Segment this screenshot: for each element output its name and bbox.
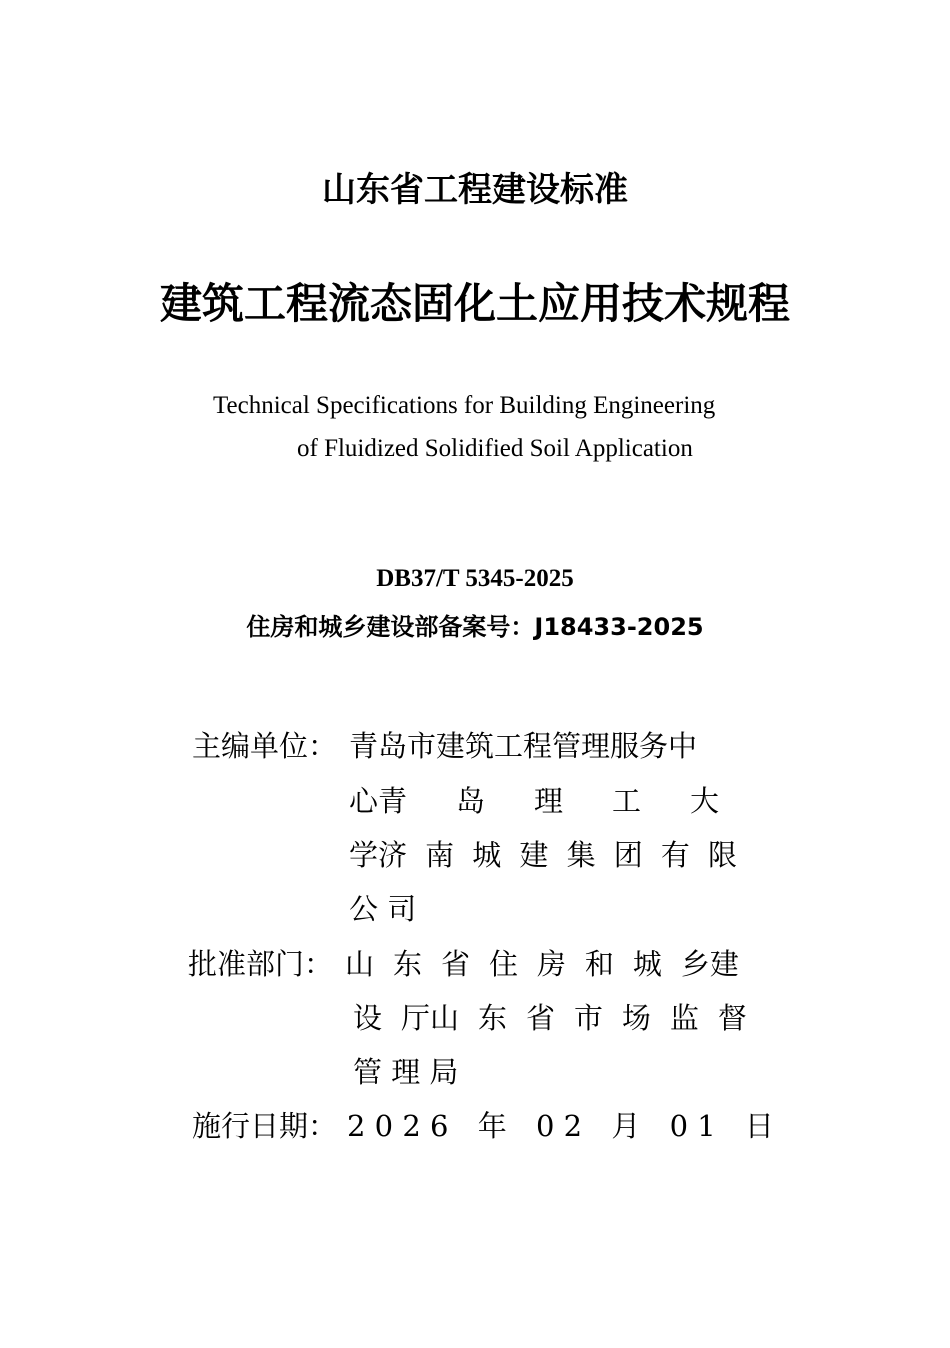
effective-month: 0 2 bbox=[535, 1109, 583, 1143]
approval-word: 省 bbox=[440, 947, 470, 981]
effective-date-label: 施行日期： bbox=[192, 1109, 338, 1143]
editor-line-4: 公 司 bbox=[349, 892, 417, 926]
effective-month-unit: 月 bbox=[611, 1109, 641, 1143]
series-title: 山东省工程建设标准 bbox=[322, 170, 628, 210]
editor-line-3 bbox=[349, 836, 737, 874]
effective-day: 0 1 bbox=[669, 1109, 716, 1143]
approval-word: 房 bbox=[536, 947, 566, 981]
approval-line-2 bbox=[353, 999, 747, 1037]
editor-line-2 bbox=[349, 782, 719, 820]
editor-word: 建 bbox=[519, 838, 549, 872]
approval-word: 省 bbox=[525, 1001, 555, 1035]
editor-word: 岛 bbox=[455, 784, 485, 818]
approval-word: 厅山 bbox=[400, 1001, 459, 1035]
editor-word: 南 bbox=[425, 838, 455, 872]
approval-label: 批准部门： bbox=[188, 947, 334, 981]
editor-word: 限 bbox=[707, 838, 737, 872]
approval-word: 住 bbox=[488, 947, 518, 981]
editor-word: 学济 bbox=[349, 838, 408, 872]
editor-word: 心青 bbox=[349, 784, 408, 818]
english-title-line-1: Technical Specifications for Building Engineering bbox=[213, 392, 716, 419]
approval-line-1 bbox=[345, 945, 739, 983]
editor-word: 团 bbox=[613, 838, 643, 872]
editor-word: 理 bbox=[533, 784, 563, 818]
approval-word: 设 bbox=[353, 1001, 383, 1035]
effective-year-unit: 年 bbox=[477, 1109, 507, 1143]
approval-word: 东 bbox=[477, 1001, 507, 1035]
approval-line-3: 管 理 局 bbox=[353, 1055, 459, 1089]
main-title: 建筑工程流态固化土应用技术规程 bbox=[159, 279, 790, 328]
editor-line-1: 青岛市建筑工程管理服务中 bbox=[349, 729, 698, 763]
effective-date bbox=[347, 1107, 774, 1145]
approval-word: 和 bbox=[584, 947, 614, 981]
approval-word: 监 bbox=[669, 1001, 699, 1035]
editor-word: 有 bbox=[660, 838, 690, 872]
effective-day-unit: 日 bbox=[744, 1109, 774, 1143]
approval-word: 督 bbox=[717, 1001, 747, 1035]
editor-word: 城 bbox=[472, 838, 502, 872]
approval-word: 城 bbox=[632, 947, 662, 981]
english-title-line-2: of Fluidized Solidified Soil Application bbox=[297, 435, 693, 462]
approval-word: 山 bbox=[345, 947, 375, 981]
approval-word: 场 bbox=[621, 1001, 651, 1035]
editor-word: 大 bbox=[689, 784, 719, 818]
editor-label: 主编单位： bbox=[192, 729, 338, 763]
editor-word: 工 bbox=[611, 784, 641, 818]
standard-code: DB37/T 5345-2025 bbox=[376, 565, 574, 592]
effective-year: 2 0 2 6 bbox=[347, 1109, 449, 1143]
approval-word: 东 bbox=[392, 947, 422, 981]
approval-word: 市 bbox=[573, 1001, 603, 1035]
editor-word: 集 bbox=[566, 838, 596, 872]
approval-word: 乡建 bbox=[680, 947, 739, 981]
filing-number: 住房和城乡建设部备案号：J18433-2025 bbox=[246, 613, 704, 641]
